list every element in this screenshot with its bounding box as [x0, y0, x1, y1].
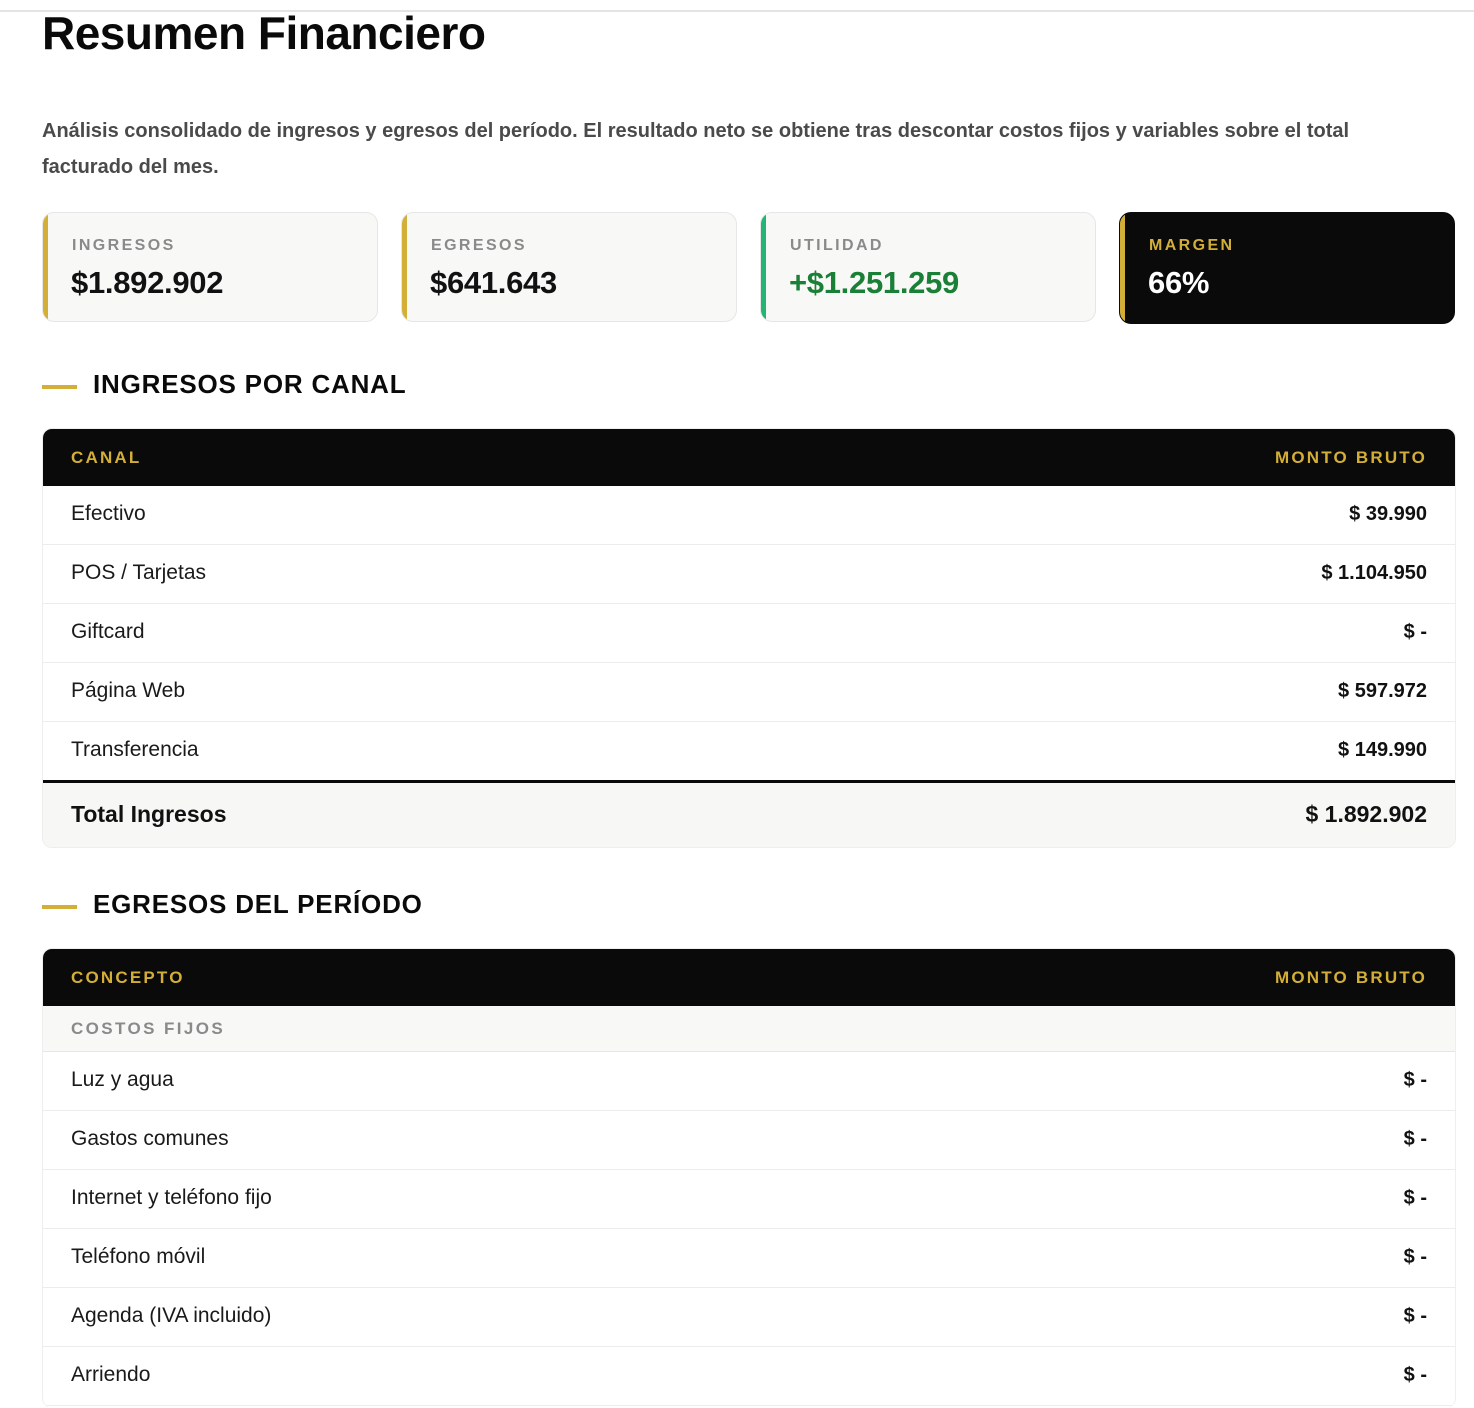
kpi-value: 66%: [1148, 265, 1210, 300]
kpi-value: $1.892.902: [71, 265, 224, 300]
table-header: [43, 949, 1455, 1006]
kpi-accent-bar: [43, 213, 48, 321]
table-row: [43, 1229, 1455, 1288]
row-amount: $ -: [1403, 621, 1427, 643]
table-header: [43, 429, 1455, 486]
row-amount: $ -: [1403, 1128, 1427, 1150]
kpi-label: INGRESOS: [72, 237, 176, 254]
ingresos-table: [42, 428, 1456, 848]
table-row: [43, 545, 1455, 604]
table-row: [43, 1347, 1455, 1406]
kpi-card-ingresos: [42, 212, 378, 322]
kpi-accent-bar: [402, 213, 407, 321]
table-row: [43, 663, 1455, 722]
row-name: Luz y agua: [71, 1068, 174, 1091]
column-header-monto: MONTO BRUTO: [1274, 968, 1427, 987]
table-row: [43, 1288, 1455, 1347]
row-name: Página Web: [71, 679, 186, 702]
column-header-concepto: CONCEPTO: [71, 968, 185, 987]
row-amount: $ 39.990: [1349, 503, 1427, 525]
total-row: [43, 780, 1455, 847]
kpi-card-utilidad: [760, 212, 1096, 322]
row-name: Transferencia: [71, 738, 199, 761]
total-amount: $ 1.892.902: [1305, 801, 1427, 827]
row-name: Internet y teléfono fijo: [71, 1186, 272, 1209]
page-title: Resumen Financiero: [42, 7, 486, 59]
row-name: POS / Tarjetas: [71, 561, 207, 584]
table-row: [43, 1052, 1455, 1111]
kpi-value: $641.643: [430, 265, 557, 300]
row-amount: $ -: [1403, 1305, 1427, 1327]
section-title-text: EGRESOS DEL PERÍODO: [93, 889, 423, 919]
row-amount: $ -: [1403, 1246, 1427, 1268]
page-intro: Análisis consolidado de ingresos y egresos del período. El resultado neto se obtiene tras descontar costos fijos y variables sobre el total facturado del mes.: [42, 120, 1350, 178]
kpi-cards: [42, 212, 1456, 324]
row-name: Giftcard: [71, 620, 145, 643]
table-row: [43, 486, 1455, 545]
row-amount: $ 597.972: [1338, 680, 1427, 702]
row-name: Teléfono móvil: [71, 1245, 206, 1268]
kpi-label: UTILIDAD: [790, 237, 884, 254]
group-header-costos-fijos: [43, 1006, 1455, 1052]
row-amount: $ 149.990: [1338, 739, 1427, 761]
kpi-label: EGRESOS: [431, 237, 527, 254]
row-name: Agenda (IVA incluido): [71, 1304, 272, 1327]
row-name: Arriendo: [71, 1363, 151, 1386]
table-row: [43, 1170, 1455, 1229]
kpi-accent-bar: [1120, 213, 1125, 323]
kpi-value: +$1.251.259: [789, 265, 959, 300]
row-amount: $ -: [1403, 1069, 1427, 1091]
column-header-monto: MONTO BRUTO: [1274, 448, 1427, 467]
egresos-table: [42, 948, 1456, 1408]
section-dash: [42, 385, 77, 389]
section-title-text: INGRESOS POR CANAL: [93, 369, 407, 399]
kpi-label: MARGEN: [1149, 237, 1235, 254]
kpi-accent-bar: [761, 213, 766, 321]
kpi-card-margen: [1119, 212, 1455, 324]
row-amount: $ -: [1403, 1187, 1427, 1209]
row-amount: $ 1.104.950: [1321, 562, 1427, 584]
section-dash: [42, 905, 77, 909]
row-name: Efectivo: [71, 502, 146, 525]
group-label: COSTOS FIJOS: [71, 1019, 226, 1038]
row-name: Gastos comunes: [71, 1127, 229, 1150]
table-row: [43, 604, 1455, 663]
table-row: [43, 1111, 1455, 1170]
row-amount: $ -: [1403, 1364, 1427, 1386]
kpi-card-egresos: [401, 212, 737, 322]
total-label: Total Ingresos: [71, 801, 227, 827]
table-row: [43, 722, 1455, 780]
column-header-canal: CANAL: [71, 448, 142, 467]
